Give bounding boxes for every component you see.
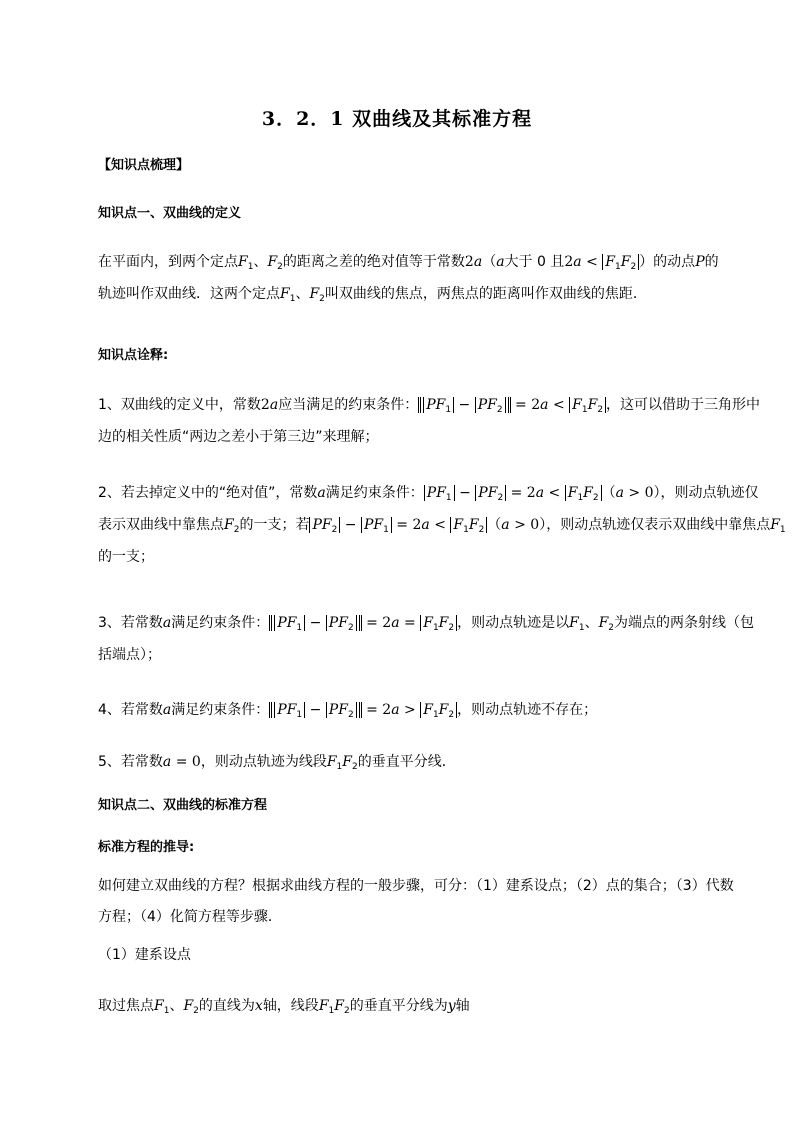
note-5: 5、若常数a = 0，则动点轨迹为线段$F_1F_2$的垂直平分线． [98, 754, 456, 772]
note-2-line1: 2、若去掉定义中的“绝对值”，常数a满足约束条件： $PF_1 - PF_2 = 2a < F_1F_2$ （a > 0），则动点轨迹仅 [98, 485, 759, 503]
kp1-def-line2: 轨迹叫作双曲线．这两个定点$F_1$、$F_2$叫双曲线的焦点，两焦点的距离叫作双曲线的焦距． [98, 286, 647, 304]
note-4: 4、若常数a满足约束条件： $PF_1 - PF_2 = 2a > F_1F_2$ ，则动点轨迹不存在； [98, 702, 598, 720]
note-3-line1: 3、若常数a满足约束条件： $PF_1 - PF_2 = 2a = F_1F_2$ ，则动点轨迹是以$F_1$、$F_2$为端点的两条射线（包 [98, 615, 755, 633]
kp2-step1: （1）建系设点 [98, 947, 191, 963]
notes-heading: 知识点诠释: [98, 348, 169, 363]
kp1-def-line1: 在平面内，到两个定点$F_1$、$F_2$的距离之差的绝对值等于常数2a（a大于 0 且$2a < F_1F_2$ ）的动点P的 [98, 254, 719, 272]
note-2-line2: 表示双曲线中靠焦点$F_2$的一支；若 $PF_2 - PF_1 = 2a < F_1F_2$ （a > 0），则动点轨迹仅表示双曲线中靠焦点$F_1$ [98, 517, 786, 535]
note-3-line2: 括端点）； [98, 647, 161, 663]
kp2-last-line: 取过焦点$F_1$、$F_2$的直线为x轴，线段$F_1F_2$的垂直平分线为y轴 [98, 998, 470, 1016]
note-1-line1: 1、双曲线的定义中，常数2a应当满足的约束条件： $PF_1 - PF_2 = 2a < F_1F_2$ ，这可以借助于三角形中 [98, 397, 761, 415]
kp2-heading: 知识点二、双曲线的标准方程 [98, 798, 268, 813]
section-heading: 【知识点梳理】 [98, 158, 190, 173]
note-1-line2: 边的相关性质“两边之差小于第三边”来理解； [98, 429, 379, 445]
kp2-paragraph: 如何建立双曲线的方程？根据求曲线方程的一般步骤，可分：（1）建系设点；（2）点的集合；（3）代数方程；（4）化简方程等步骤． [98, 878, 734, 925]
note-2-line3: 的一支； [98, 549, 154, 565]
kp2-subheading: 标准方程的推导: [98, 840, 195, 855]
page-title: 3．2．1 双曲线及其标准方程 [261, 108, 533, 130]
kp1-heading: 知识点一、双曲线的定义 [98, 206, 242, 221]
